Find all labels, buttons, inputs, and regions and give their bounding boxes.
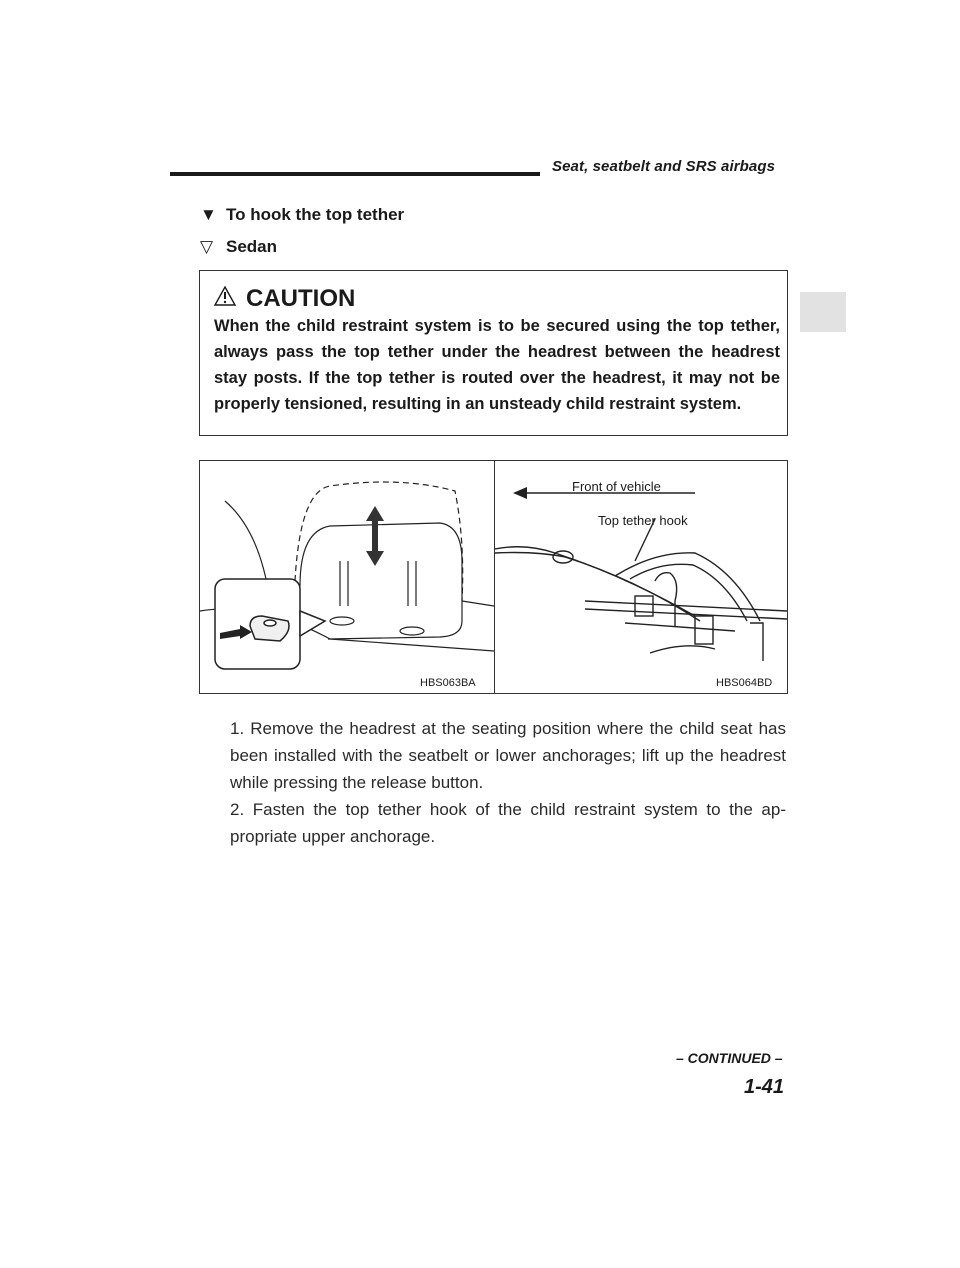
outline-triangle-icon: ▽ (200, 237, 214, 256)
section-title: Seat, seatbelt and SRS airbags (552, 158, 776, 175)
label-front-of-vehicle: Front of vehicle (572, 479, 661, 494)
filled-triangle-icon: ▼ (200, 205, 217, 224)
step-2: 2. Fasten the top tether hook of the child restraint system to the ap-propriate upper anchorage. (230, 800, 786, 846)
caution-text: When the child restraint system is to be secured using the top tether, always pass the top tether under the headrest between the headrest stay posts. If the top tether is routed over the headrest, it may not be properly tensioned, resulting in an unsteady child restraint system. (214, 317, 780, 413)
heading-top-tether (200, 205, 404, 225)
warning-triangle-icon (214, 286, 236, 306)
header-rule (170, 172, 540, 176)
figure-code-right: HBS064BD (716, 677, 773, 689)
subheading-sedan (200, 237, 277, 257)
page-number: 1-41 (744, 1076, 785, 1098)
step-1: 1. Remove the headrest at the seating position where the child seat has been installed with the seatbelt or lower anchorages; lift up the headrest while pressing the release button. (230, 719, 786, 792)
continued-note: – CONTINUED – (676, 1050, 783, 1066)
caution-heading (214, 285, 355, 313)
subheading-text: Sedan (226, 237, 278, 256)
caution-box (199, 270, 788, 436)
heading-text: To hook the top tether (226, 205, 405, 224)
instruction-steps (230, 715, 786, 850)
chapter-tab (800, 292, 846, 332)
caution-title: CAUTION (246, 285, 356, 312)
figure-box (199, 460, 788, 694)
headrest-illustration (200, 461, 494, 693)
label-top-tether-hook: Top tether hook (598, 513, 688, 528)
tether-hook-illustration (495, 461, 787, 693)
figure-code-left: HBS063BA (420, 677, 476, 689)
